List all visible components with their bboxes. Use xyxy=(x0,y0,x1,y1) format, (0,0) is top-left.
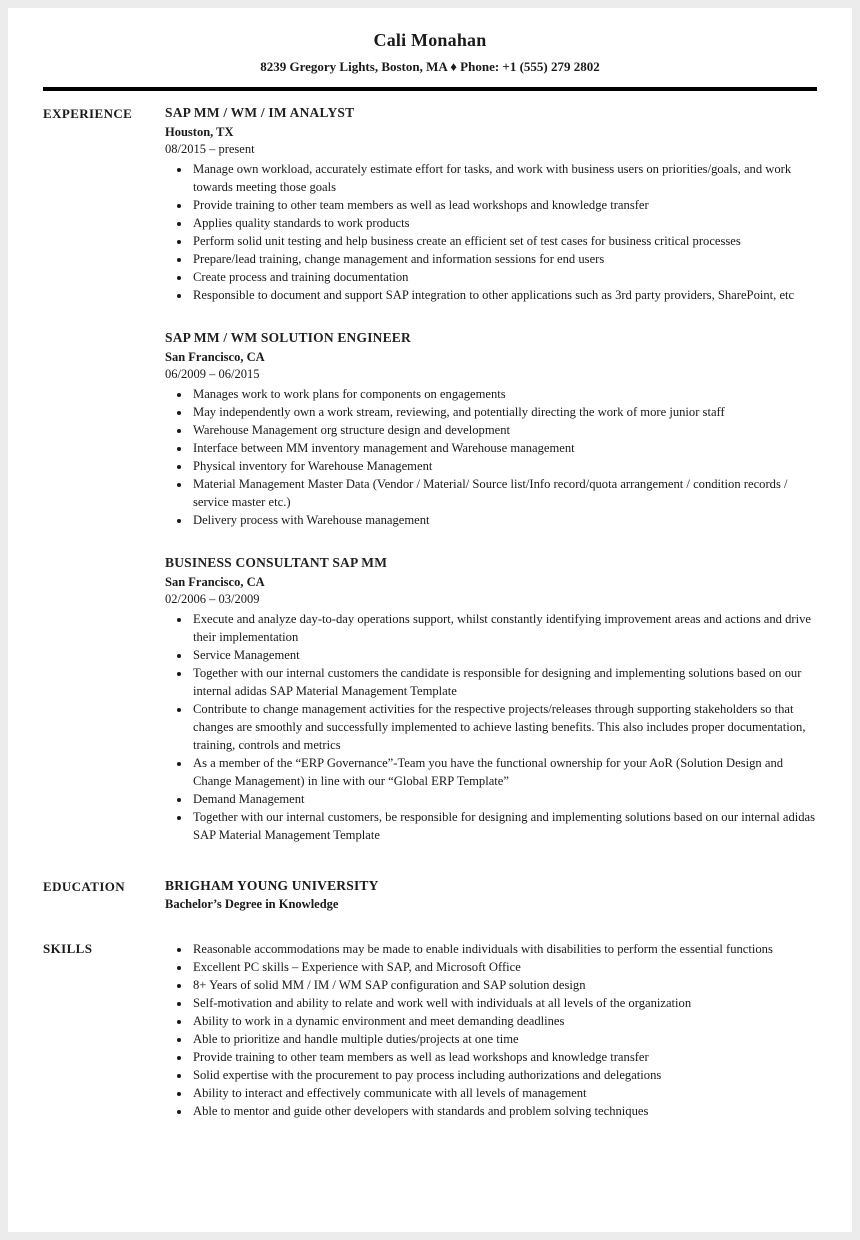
bullet-item: • Interface between MM inventory management and Warehouse management xyxy=(191,439,817,457)
job-entry-solution-engineer xyxy=(165,330,817,529)
bullet-item: • Perform solid unit testing and help business create an efficient set of test cases for business critical processes xyxy=(191,232,817,250)
bullet-item: • Contribute to change management activities for the respective projects/releases through supporting stakeholders so that changes are smoothly and successfully implemented to achieve lasting benefits. This also includes proper documentation, training, controls and metrics xyxy=(191,700,817,754)
bullet-item: • May independently own a work stream, reviewing, and potentially directing the work of more junior staff xyxy=(191,403,817,421)
bullet-item: • Execute and analyze day-to-day operations support, whilst constantly identifying improvement areas and actions and drive their implementation xyxy=(191,610,817,646)
skills-section xyxy=(43,940,817,1120)
bullet-item: • Together with our internal customers, be responsible for designing and implementing solutions based on our internal adidas SAP Material Management Template xyxy=(191,808,817,844)
job-title: SAP MM / WM / IM ANALYST xyxy=(165,105,355,120)
bullet-item: • Service Management xyxy=(191,646,817,664)
job-bullet-list xyxy=(165,160,817,304)
skills-bullet-list xyxy=(165,940,817,1120)
contact-line: 8239 Gregory Lights, Boston, MA ♦ Phone: +1 (555) 279 2802 xyxy=(260,59,600,74)
bullet-item: • Manages work to work plans for components on engagements xyxy=(191,385,817,403)
job-entry-analyst xyxy=(165,105,817,304)
job-location: San Francisco, CA xyxy=(165,575,265,589)
bullet-item: • Delivery process with Warehouse management xyxy=(191,511,817,529)
job-title: SAP MM / WM SOLUTION ENGINEER xyxy=(165,330,411,345)
job-dates: 08/2015 – present xyxy=(165,142,255,156)
bullet-item: • Able to prioritize and handle multiple duties/projects at one time xyxy=(191,1030,817,1048)
bullet-item: • Create process and training documentation xyxy=(191,268,817,286)
bullet-item: • Ability to interact and effectively communicate with all levels of management xyxy=(191,1084,817,1102)
bullet-item: • Self-motivation and ability to relate and work well with individuals at all levels of the organization xyxy=(191,994,817,1012)
education-school: BRIGHAM YOUNG UNIVERSITY xyxy=(165,878,379,893)
bullet-item: • Able to mentor and guide other developers with standards and problem solving techniques xyxy=(191,1102,817,1120)
header-divider xyxy=(43,87,817,91)
resume-page xyxy=(8,8,852,1232)
bullet-item: • Together with our internal customers the candidate is responsible for designing and implementing solutions based on our internal adidas SAP Material Management Template xyxy=(191,664,817,700)
job-bullet-list xyxy=(165,610,817,844)
experience-content xyxy=(165,105,817,844)
bullet-item: • Responsible to document and support SAP integration to other applications such as 3rd party providers, SharePoint, etc xyxy=(191,286,817,304)
bullet-item: • Physical inventory for Warehouse Management xyxy=(191,457,817,475)
bullet-item: • Excellent PC skills – Experience with SAP, and Microsoft Office xyxy=(191,958,817,976)
bullet-item: • Warehouse Management org structure design and development xyxy=(191,421,817,439)
bullet-item: • Provide training to other team members as well as lead workshops and knowledge transfer xyxy=(191,196,817,214)
bullet-item: • Reasonable accommodations may be made to enable individuals with disabilities to perform the essential functions xyxy=(191,940,817,958)
job-title: BUSINESS CONSULTANT SAP MM xyxy=(165,555,388,570)
bullet-item: • As a member of the “ERP Governance”-Team you have the functional ownership for your AoR (Solution Design and Change Management) in line with our “Global ERP Template” xyxy=(191,754,817,790)
education-section xyxy=(43,878,817,912)
skills-content xyxy=(165,940,817,1120)
education-content xyxy=(165,878,817,912)
job-bullet-list xyxy=(165,385,817,529)
section-label-education: EDUCATION xyxy=(43,879,126,894)
bullet-item: • Prepare/lead training, change management and information sessions for end users xyxy=(191,250,817,268)
bullet-item: • Manage own workload, accurately estimate effort for tasks, and work with business users on priorities/goals, and work towards meeting those goals xyxy=(191,160,817,196)
person-name: Cali Monahan xyxy=(373,30,487,50)
job-dates: 02/2006 – 03/2009 xyxy=(165,592,260,606)
bullet-item: • Solid expertise with the procurement to pay process including authorizations and delegations xyxy=(191,1066,817,1084)
job-dates: 06/2009 – 06/2015 xyxy=(165,367,260,381)
bullet-item: • Material Management Master Data (Vendor / Material/ Source list/Info record/quota arrangement / condition records / service master etc.) xyxy=(191,475,817,511)
bullet-item: • Demand Management xyxy=(191,790,817,808)
bullet-item: • Applies quality standards to work products xyxy=(191,214,817,232)
job-location: Houston, TX xyxy=(165,125,234,139)
resume-header xyxy=(43,30,817,91)
job-entry-business-consultant xyxy=(165,555,817,844)
education-degree: Bachelor’s Degree in Knowledge xyxy=(165,897,339,911)
job-location: San Francisco, CA xyxy=(165,350,265,364)
section-label-experience: EXPERIENCE xyxy=(43,106,133,121)
bullet-item: • 8+ Years of solid MM / IM / WM SAP configuration and SAP solution design xyxy=(191,976,817,994)
bullet-item: • Provide training to other team members as well as lead workshops and knowledge transfer xyxy=(191,1048,817,1066)
section-label-skills: SKILLS xyxy=(43,941,93,956)
bullet-item: • Ability to work in a dynamic environment and meet demanding deadlines xyxy=(191,1012,817,1030)
experience-section xyxy=(43,105,817,844)
